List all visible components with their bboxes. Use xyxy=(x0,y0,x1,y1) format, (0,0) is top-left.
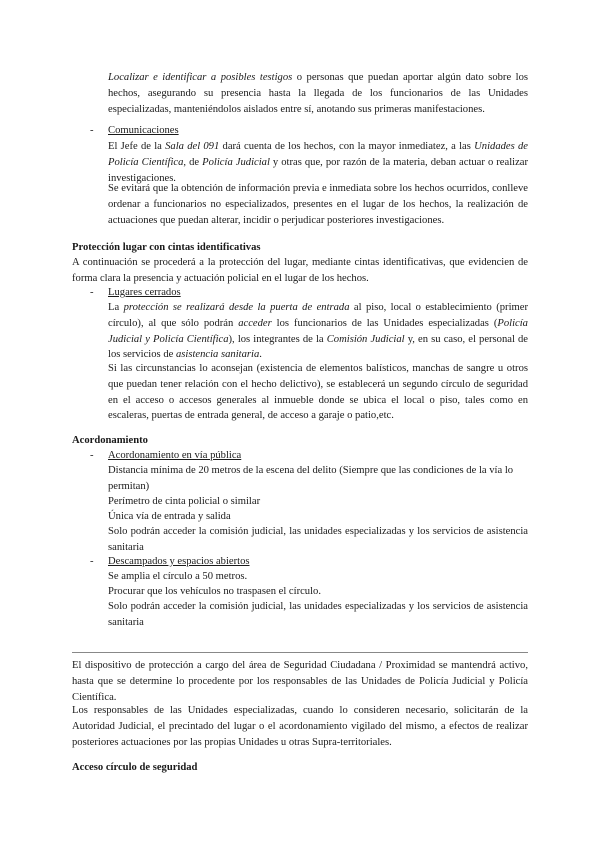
acordonamiento-heading: Acordonamiento xyxy=(72,435,148,446)
text-run-italic: Unidades de Policía Científica xyxy=(108,141,528,168)
descampados-heading: Descampados y espacios abiertos xyxy=(108,556,250,567)
via-publica-line-1: Distancia mínima de 20 metros de la escena del delito (Siempre que las condiciones de la vía lo permitan) xyxy=(108,465,514,492)
text-run: ), los integrantes de la xyxy=(228,333,327,345)
via-publica-line-4: Solo podrán acceder la comisión judicial, las unidades especializadas y los servicios de asistencia sanitaria xyxy=(108,526,528,553)
text-run: La xyxy=(108,302,124,313)
text-run: El Jefe de la xyxy=(108,141,166,152)
text-run: dará cuenta de los hechos, con la mayor inmediatez, a las xyxy=(219,141,475,152)
text-run: y, en su caso, el personal de los servicios de xyxy=(108,333,529,361)
lugares-cerrados-paragraph-2: Si las circunstancias lo aconsejan (existencia de elementos balísticos, manchas de sangre u otros que puedan tener relación con el hecho delictivo), se establecerá un segundo círculo de seguridad en el acceso o accesos generales al inmueble donde se ubica el local o piso, tales como en escaleras, puertas de entrada general, de acceso a garaje o patio,etc. xyxy=(108,363,528,422)
bullet-dash: - xyxy=(90,125,94,136)
text-run: y otras que, por razón de la materia, deban actuar o realizar investigaciones. xyxy=(108,156,529,184)
descampados-line-3: Solo podrán acceder la comisión judicial, las unidades especializadas y los servicios de asistencia sanitaria xyxy=(108,601,528,628)
text-run: , de xyxy=(183,156,203,168)
section-divider xyxy=(72,652,528,653)
descampados-line-2: Procurar que los vehículos no traspasen el círculo. xyxy=(108,586,321,597)
comunicaciones-paragraph-1 xyxy=(108,139,528,186)
lugares-cerrados-paragraph-1 xyxy=(108,300,528,363)
descampados-line-1: Se amplia el círculo a 50 metros. xyxy=(108,571,248,582)
bullet-dash: - xyxy=(90,287,94,298)
witness-item-emphasis: Localizar e identificar a posibles testigos xyxy=(108,72,293,83)
text-run-italic: asistencia sanitaria xyxy=(175,349,260,361)
witness-item xyxy=(108,70,528,117)
text-run-italic: acceder xyxy=(238,317,272,329)
proteccion-heading: Protección lugar con cintas identificativas xyxy=(72,242,261,253)
text-run-italic: Policía Judicial y Policía Científica xyxy=(108,317,528,345)
bullet-dash: - xyxy=(90,450,94,461)
dispositivo-paragraph-1: El dispositivo de protección a cargo del área de Seguridad Ciudadana / Proximidad se mantendrá activo, hasta que se determine lo procedente por los responsables de las Unidades de Policía Judicial y Policía Científica. xyxy=(72,660,528,703)
via-publica-line-2: Perímetro de cinta policial o similar xyxy=(108,496,261,507)
text-run-italic: Comisión Judicial xyxy=(326,333,405,345)
via-publica-line-3: Única vía de entrada y salida xyxy=(108,511,231,522)
text-run: . xyxy=(259,349,262,361)
comunicaciones-paragraph-2: Se evitará que la obtención de información previa e inmediata sobre los hechos ocurridos, conlleve ordenar a funcionarios no especializados, presentes en el lugar de los hechos, la realización de actuaciones que puedan alterar, incidir o perjudicar posteriores investigaciones. xyxy=(108,183,528,226)
text-run: al piso, local o establecimiento (primer círculo), al que sólo podrán xyxy=(108,302,528,329)
text-run-italic: Sala del 091 xyxy=(165,141,220,152)
text-run-italic: Policía Judicial xyxy=(202,156,270,168)
lugares-cerrados-heading: Lugares cerrados xyxy=(108,287,181,298)
text-run: los funcionarios de las Unidades especializadas ( xyxy=(271,317,498,329)
dispositivo-paragraph-2: Los responsables de las Unidades especializadas, cuando lo consideren necesario, solicitarán de la Autoridad Judicial, el precintado del lugar o el acordonamiento vigilado del mismo, a efectos de realizar posteriores actuaciones por las propias Unidades u otras Supra-territoriales. xyxy=(72,705,528,748)
comunicaciones-heading: Comunicaciones xyxy=(108,125,179,136)
text-run-italic: protección se realizará desde la puerta de entrada xyxy=(123,302,350,313)
acceso-heading: Acceso círculo de seguridad xyxy=(72,762,198,773)
proteccion-intro: A continuación se procederá a la protección del lugar, mediante cintas identificativas, que evidencien de forma clara la presencia y actuación policial en el lugar de los hechos. xyxy=(72,257,528,284)
via-publica-heading: Acordonamiento en vía pública xyxy=(108,450,242,461)
witness-item-text: o personas que puedan aportar algún dato sobre los hechos, asegurando su presencia hasta la llegada de los funcionarios de las Unidades especializadas, manteniéndolos aislados entre sí, anotando sus primeras manifestaciones. xyxy=(108,72,528,115)
bullet-dash: - xyxy=(90,556,94,567)
